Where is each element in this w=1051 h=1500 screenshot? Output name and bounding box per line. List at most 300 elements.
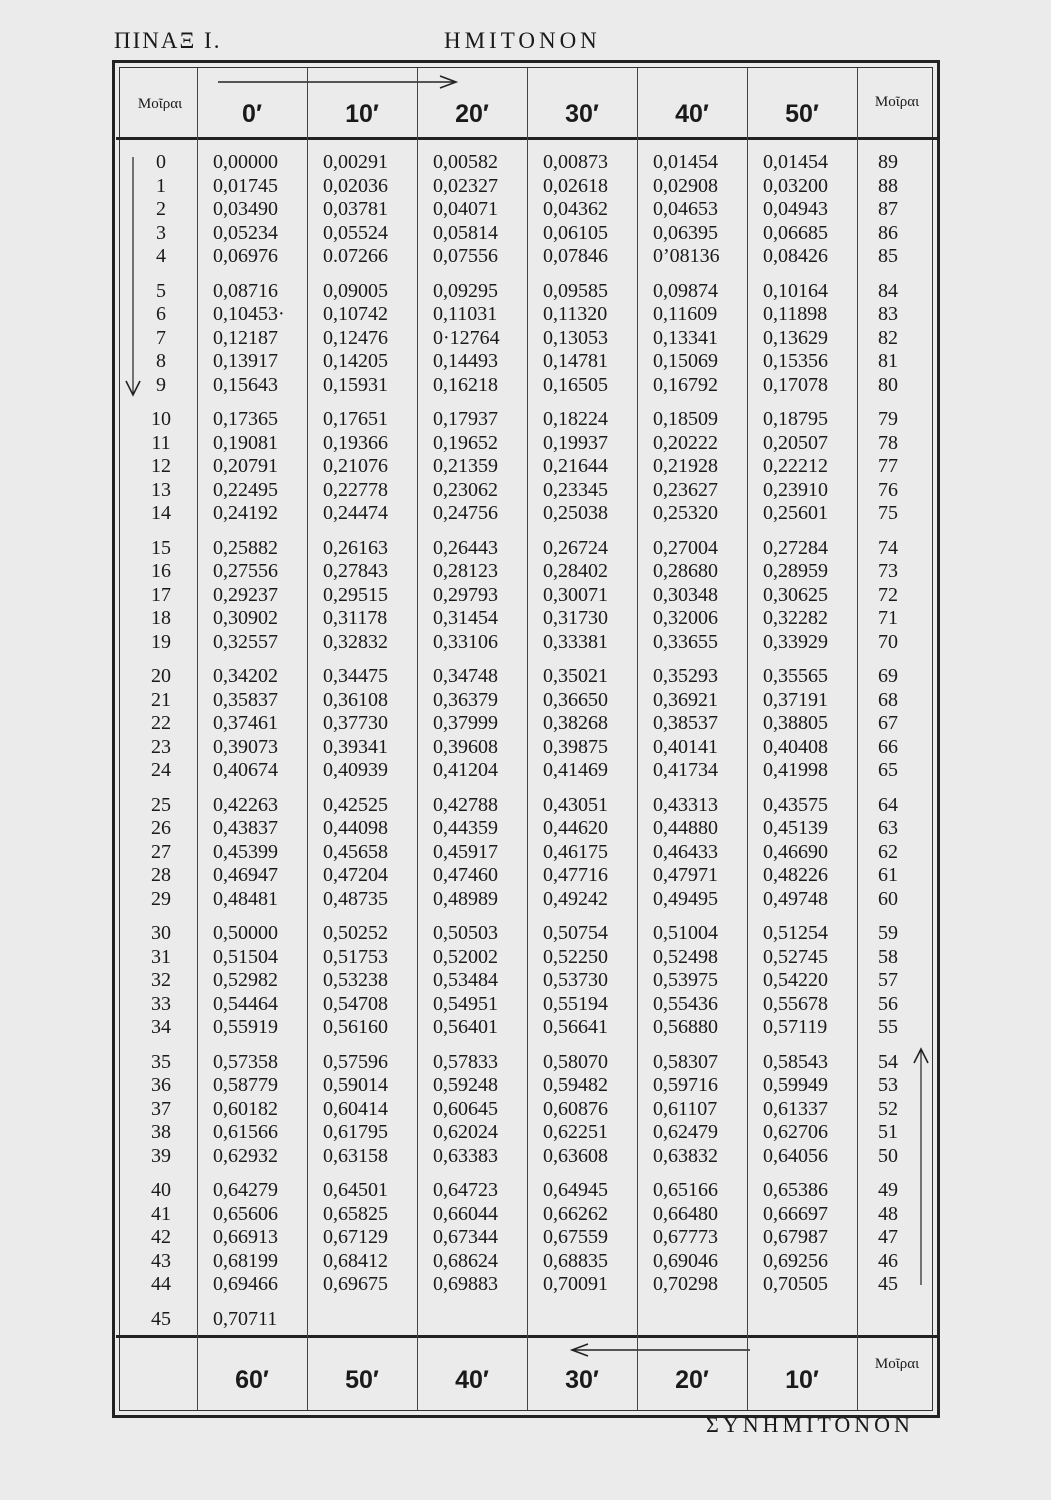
degree-right: 85 <box>878 245 898 267</box>
degree-left: 14 <box>151 502 171 524</box>
sine-value: 0,52498 <box>653 945 718 968</box>
degree-left: 39 <box>151 1144 171 1167</box>
sine-value: 0,33929 <box>763 630 828 653</box>
sine-value: 0,55436 <box>653 992 718 1015</box>
column-divider <box>637 68 638 1410</box>
degree-right: 63 <box>878 817 898 839</box>
sine-value: 0,43051 <box>543 793 608 816</box>
sine-value: 0,60182 <box>213 1097 278 1120</box>
degree-right: 78 <box>878 431 898 454</box>
degree-left: 35 <box>151 1050 171 1073</box>
sine-value: 0,35293 <box>653 665 718 687</box>
sine-value: 0,17365 <box>213 408 278 430</box>
degree-right: 70 <box>878 630 898 653</box>
sine-value: 0,24192 <box>213 502 278 524</box>
sine-value: 0,39073 <box>213 735 278 758</box>
sine-value: 0,51753 <box>323 945 388 968</box>
sine-value: 0,09295 <box>433 279 498 302</box>
sine-value: 0,41998 <box>763 759 828 781</box>
sine-value: 0,36650 <box>543 688 608 711</box>
sine-value: 0,53238 <box>323 969 388 991</box>
sine-value: 0,11898 <box>763 303 828 325</box>
sine-value: 0,55919 <box>213 1016 278 1038</box>
sine-value: 0,59716 <box>653 1074 718 1096</box>
degree-right: 62 <box>878 840 898 863</box>
sine-value: 0,13053 <box>543 326 608 349</box>
sine-value: 0,48481 <box>213 887 278 910</box>
sine-value: 0,34475 <box>323 665 388 687</box>
sine-value: 0,22778 <box>323 478 388 501</box>
degree-right: 47 <box>878 1226 898 1248</box>
degree-left: 16 <box>151 560 171 582</box>
top-minute-header: 50′ <box>785 100 819 128</box>
sine-value: 0’08136 <box>653 245 720 267</box>
bottom-minute-header: 60′ <box>235 1366 269 1394</box>
degree-left: 25 <box>151 793 171 816</box>
sine-value: 0,26163 <box>323 536 388 559</box>
sine-value: 0,00873 <box>543 151 608 173</box>
sine-value: 0,62479 <box>653 1121 718 1143</box>
sine-value: 0,70298 <box>653 1273 718 1295</box>
sine-value: 0,31454 <box>433 607 498 629</box>
degree-right: 49 <box>878 1179 898 1201</box>
footer-title: ΣΥΝΗΜΙΤΟΝΟΝ <box>706 1412 914 1437</box>
sine-value: 0,29793 <box>433 583 498 606</box>
sine-value: 0,00582 <box>433 151 498 173</box>
sine-value: 0,45658 <box>323 840 388 863</box>
sine-value: 0,04943 <box>763 198 828 220</box>
sine-value: 0,68835 <box>543 1249 608 1272</box>
degree-right: 48 <box>878 1202 898 1225</box>
sine-value: 0,18509 <box>653 408 718 430</box>
sine-value: 0,70505 <box>763 1273 828 1295</box>
degree-right: 74 <box>878 536 898 559</box>
sine-value: 0,22495 <box>213 478 278 501</box>
sine-value: 0,48226 <box>763 864 828 886</box>
degree-right: 71 <box>878 607 898 629</box>
sine-value: 0,04653 <box>653 198 718 220</box>
sine-value: 0,12187 <box>213 326 278 349</box>
sine-value: 0,55678 <box>763 992 828 1015</box>
sine-value: 0,04071 <box>433 198 498 220</box>
sine-value: 0,54464 <box>213 992 278 1015</box>
degree-right: 61 <box>878 864 898 886</box>
degree-left: 45 <box>151 1307 171 1330</box>
degree-right: 65 <box>878 759 898 781</box>
sine-value: 0,37461 <box>213 712 278 734</box>
table-label: ΠΙΝΑΞ Ι. <box>114 28 222 53</box>
bottom-minute-header: 20′ <box>675 1366 709 1394</box>
degree-left: 6 <box>156 303 166 325</box>
sine-value: 0,28959 <box>763 560 828 582</box>
sine-value: 0,45139 <box>763 817 828 839</box>
degree-right: 75 <box>878 502 898 524</box>
degree-right: 73 <box>878 560 898 582</box>
sine-value: 0,36921 <box>653 688 718 711</box>
degree-left: 43 <box>151 1249 171 1272</box>
sine-value: 0,19652 <box>433 431 498 454</box>
sine-value: 0,14493 <box>433 350 498 372</box>
degree-left: 34 <box>151 1016 171 1038</box>
sine-value: 0,18224 <box>543 408 608 430</box>
sine-value: 0,53730 <box>543 969 608 991</box>
degree-left: 2 <box>156 198 166 220</box>
sine-value: 0,29515 <box>323 583 388 606</box>
sine-value: 0,14205 <box>323 350 388 372</box>
degree-left: 15 <box>151 536 171 559</box>
sine-value: 0,66262 <box>543 1202 608 1225</box>
degree-left: 28 <box>151 864 171 886</box>
degree-right: 72 <box>878 583 898 606</box>
degrees-label-bottom: Μοῖραι <box>874 1356 920 1372</box>
degree-right: 53 <box>878 1074 898 1096</box>
degree-right: 84 <box>878 279 898 302</box>
sine-value: 0,21359 <box>433 455 498 477</box>
sine-value: 0,10742 <box>323 303 388 325</box>
sine-value: 0,60645 <box>433 1097 498 1120</box>
sine-value: 0,06395 <box>653 221 718 244</box>
sine-value: 0,32006 <box>653 607 718 629</box>
degree-left: 7 <box>156 326 166 349</box>
degrees-label-left: Μοῖραι <box>137 96 183 112</box>
sine-value: 0,43837 <box>213 817 278 839</box>
sine-value: 0,13629 <box>763 326 828 349</box>
degree-right: 56 <box>878 992 898 1015</box>
sine-value: 0,39608 <box>433 735 498 758</box>
degree-right: 77 <box>878 455 898 477</box>
top-minute-header: 40′ <box>675 100 709 128</box>
sine-value: 0,46690 <box>763 840 828 863</box>
sine-value: 0,03200 <box>763 174 828 197</box>
sine-value: 0,33381 <box>543 630 608 653</box>
sine-value: 0,13341 <box>653 326 718 349</box>
sine-value: 0,63158 <box>323 1144 388 1167</box>
degree-right: 89 <box>878 151 898 173</box>
sine-value: 0,47460 <box>433 864 498 886</box>
degree-right: 66 <box>878 735 898 758</box>
degree-right: 55 <box>878 1016 898 1038</box>
column-divider <box>857 68 858 1410</box>
sine-value: 0,49748 <box>763 887 828 910</box>
sine-value: 0,44880 <box>653 817 718 839</box>
sine-value: 0,25601 <box>763 502 828 524</box>
degree-left: 4 <box>156 245 166 267</box>
sine-value: 0,50754 <box>543 922 608 944</box>
sine-value: 0,12476 <box>323 326 388 349</box>
sine-value: 0,46175 <box>543 840 608 863</box>
sine-value: 0,03490 <box>213 198 278 220</box>
sine-value: 0,27004 <box>653 536 718 559</box>
degree-left: 12 <box>151 455 171 477</box>
sine-value: 0,30625 <box>763 583 828 606</box>
sine-value: 0,06976 <box>213 245 278 267</box>
sine-value: 0,23910 <box>763 478 828 501</box>
sine-value: 0,56401 <box>433 1016 498 1038</box>
degree-right: 79 <box>878 408 898 430</box>
sine-value: 0,16505 <box>543 373 608 396</box>
degree-left: 22 <box>151 712 171 734</box>
sine-value: 0,52982 <box>213 969 278 991</box>
degree-left: 36 <box>151 1074 171 1096</box>
sine-value: 0,62932 <box>213 1144 278 1167</box>
sine-value: 0,25320 <box>653 502 718 524</box>
sine-value: 0,37191 <box>763 688 828 711</box>
sine-value: 0,33655 <box>653 630 718 653</box>
sine-value: 0,62251 <box>543 1121 608 1143</box>
sine-value: 0,67129 <box>323 1226 388 1248</box>
sine-value: 0,27556 <box>213 560 278 582</box>
sine-value: 0,02327 <box>433 174 498 197</box>
sine-value: 0,63608 <box>543 1144 608 1167</box>
degree-right: 83 <box>878 303 898 325</box>
sine-value: 0,59482 <box>543 1074 608 1096</box>
degree-right: 68 <box>878 688 898 711</box>
sine-value: 0,48989 <box>433 887 498 910</box>
sine-value: 0,70711 <box>213 1307 278 1330</box>
degree-left: 13 <box>151 478 171 501</box>
column-divider <box>527 68 528 1410</box>
degree-left: 30 <box>151 922 171 944</box>
column-divider <box>417 68 418 1410</box>
sine-value: 0,43313 <box>653 793 718 816</box>
sine-value: 0,40141 <box>653 735 718 758</box>
sine-value: 0,40939 <box>323 759 388 781</box>
sine-value: 0,64056 <box>763 1144 828 1167</box>
sine-value: 0,45917 <box>433 840 498 863</box>
degree-right: 81 <box>878 350 898 372</box>
sine-value: 0,38805 <box>763 712 828 734</box>
sine-value: 0,35021 <box>543 665 608 687</box>
sine-value: 0,38268 <box>543 712 608 734</box>
sine-value: 0,51254 <box>763 922 828 944</box>
degree-right: 87 <box>878 198 898 220</box>
sine-value: 0,36379 <box>433 688 498 711</box>
column-divider <box>197 68 198 1410</box>
degree-left: 41 <box>151 1202 171 1225</box>
sine-value: 0,37730 <box>323 712 388 734</box>
sine-value: 0,69046 <box>653 1249 718 1272</box>
sine-value: 0,50000 <box>213 922 278 944</box>
degree-right: 88 <box>878 174 898 197</box>
sine-value: 0,42788 <box>433 793 498 816</box>
degree-left: 8 <box>156 350 166 372</box>
degree-right: 64 <box>878 793 898 816</box>
sine-value: 0,05814 <box>433 221 498 244</box>
sine-value: 0,50503 <box>433 922 498 944</box>
sine-value: 0,03781 <box>323 198 388 220</box>
sine-value: 0,40674 <box>213 759 278 781</box>
sine-value: 0,16792 <box>653 373 718 396</box>
degree-left: 42 <box>151 1226 171 1248</box>
sine-value: 0,35837 <box>213 688 278 711</box>
sine-value: 0,04362 <box>543 198 608 220</box>
sine-value: 0,70091 <box>543 1273 608 1295</box>
sine-value: 0,02618 <box>543 174 608 197</box>
sine-value: 0,17078 <box>763 373 828 396</box>
sine-value: 0,15356 <box>763 350 828 372</box>
sine-value: 0,20222 <box>653 431 718 454</box>
sine-value: 0,58307 <box>653 1050 718 1073</box>
sine-value: 0,38537 <box>653 712 718 734</box>
degree-left: 23 <box>151 735 171 758</box>
sine-value: 0,34202 <box>213 665 278 687</box>
degree-right: 45 <box>878 1273 898 1295</box>
sine-value: 0,07846 <box>543 245 608 267</box>
degree-right: 52 <box>878 1097 898 1120</box>
sine-value: 0,57358 <box>213 1050 278 1073</box>
sine-value: 0,69675 <box>323 1273 388 1295</box>
sine-value: 0,15069 <box>653 350 718 372</box>
sine-value: 0,32557 <box>213 630 278 653</box>
degree-left: 26 <box>151 817 171 839</box>
sine-value: 0,41469 <box>543 759 608 781</box>
sine-value: 0,66480 <box>653 1202 718 1225</box>
sine-value: 0,28123 <box>433 560 498 582</box>
sine-value: 0,44098 <box>323 817 388 839</box>
sine-value: 0,62706 <box>763 1121 828 1143</box>
degree-right: 58 <box>878 945 898 968</box>
degree-left: 0 <box>156 151 166 173</box>
bottom-minute-header: 30′ <box>565 1366 599 1394</box>
sine-value: 0,60414 <box>323 1097 388 1120</box>
degree-right: 59 <box>878 922 898 944</box>
degree-right: 46 <box>878 1249 898 1272</box>
sine-value: 0,19937 <box>543 431 608 454</box>
sine-value: 0,47971 <box>653 864 718 886</box>
sine-value: 0,39875 <box>543 735 608 758</box>
sine-value: 0,69466 <box>213 1273 278 1295</box>
up-arrow-icon <box>911 1045 931 1295</box>
sine-value: 0,67344 <box>433 1226 498 1248</box>
page-title: ΗΜΙΤΟΝΟΝ <box>444 28 601 53</box>
right-arrow-icon <box>200 72 470 92</box>
sine-value: 0,64945 <box>543 1179 608 1201</box>
sine-value: 0,25038 <box>543 502 608 524</box>
degree-left: 1 <box>156 174 166 197</box>
down-arrow-icon <box>123 155 143 405</box>
sine-value: 0,49242 <box>543 887 608 910</box>
degree-right: 50 <box>878 1144 898 1167</box>
degree-left: 5 <box>156 279 166 302</box>
sine-value: 0,45399 <box>213 840 278 863</box>
degree-right: 51 <box>878 1121 898 1143</box>
sine-value: 0,23345 <box>543 478 608 501</box>
sine-value: 0,52002 <box>433 945 498 968</box>
sine-value: 0,51004 <box>653 922 718 944</box>
sine-value: 0,11031 <box>433 303 498 325</box>
top-minute-header: 10′ <box>345 100 379 128</box>
sine-value: 0,05524 <box>323 221 388 244</box>
top-minute-header: 0′ <box>242 100 262 128</box>
sine-value: 0,68199 <box>213 1249 278 1272</box>
sine-value: 0,63383 <box>433 1144 498 1167</box>
sine-value: 0,67987 <box>763 1226 828 1248</box>
sine-value: 0,19366 <box>323 431 388 454</box>
sine-value: 0,02908 <box>653 174 718 197</box>
sine-value: 0,15931 <box>323 373 388 396</box>
sine-value: 0,09585 <box>543 279 608 302</box>
sine-value: 0,28402 <box>543 560 608 582</box>
sine-value: 0,29237 <box>213 583 278 606</box>
sine-value: 0,07556 <box>433 245 498 267</box>
sine-value: 0,24474 <box>323 502 388 524</box>
sine-value: 0,30348 <box>653 583 718 606</box>
sine-value: 0,11320 <box>543 303 608 325</box>
sine-value: 0,21644 <box>543 455 608 477</box>
sine-value: 0,20507 <box>763 431 828 454</box>
degree-left: 17 <box>151 583 171 606</box>
sine-value: 0,44359 <box>433 817 498 839</box>
sine-value: 0,64723 <box>433 1179 498 1201</box>
sine-value: 0,59248 <box>433 1074 498 1096</box>
sine-value: 0,16218 <box>433 373 498 396</box>
sine-value: 0.07266 <box>323 245 388 267</box>
sine-value: 0,52250 <box>543 945 608 968</box>
sine-value: 0,57119 <box>763 1016 828 1038</box>
sine-value: 0,27284 <box>763 536 828 559</box>
sine-value: 0,21928 <box>653 455 718 477</box>
sine-value: 0,61107 <box>653 1097 718 1120</box>
degree-left: 10 <box>151 408 171 430</box>
sine-value: 0,05234 <box>213 221 278 244</box>
sine-value: 0,35565 <box>763 665 828 687</box>
sine-value: 0,30902 <box>213 607 278 629</box>
sine-value: 0,62024 <box>433 1121 498 1143</box>
sine-value: 0,52745 <box>763 945 828 968</box>
sine-value: 0,41204 <box>433 759 498 781</box>
sine-value: 0,56880 <box>653 1016 718 1038</box>
sine-value: 0,08716 <box>213 279 278 302</box>
sine-value: 0,33106 <box>433 630 498 653</box>
bottom-minute-header: 50′ <box>345 1366 379 1394</box>
sine-value: 0,61795 <box>323 1121 388 1143</box>
sine-value: 0,51504 <box>213 945 278 968</box>
sine-value: 0,50252 <box>323 922 388 944</box>
top-minute-header: 20′ <box>455 100 489 128</box>
sine-value: 0,37999 <box>433 712 498 734</box>
sine-value: 0,53484 <box>433 969 498 991</box>
degree-left: 11 <box>151 431 171 454</box>
sine-value: 0,42525 <box>323 793 388 816</box>
sine-value: 0,36108 <box>323 688 388 711</box>
sine-value: 0,10453· <box>213 303 285 325</box>
degree-left: 21 <box>151 688 171 711</box>
sine-value: 0,23062 <box>433 478 498 501</box>
sine-value: 0,30071 <box>543 583 608 606</box>
degree-left: 18 <box>151 607 171 629</box>
sine-value: 0,41734 <box>653 759 718 781</box>
degree-right: 60 <box>878 887 898 910</box>
degree-left: 20 <box>151 665 171 687</box>
sine-value: 0,58779 <box>213 1074 278 1096</box>
sine-value: 0,69883 <box>433 1273 498 1295</box>
sine-value: 0,17651 <box>323 408 388 430</box>
sine-value: 0,17937 <box>433 408 498 430</box>
degree-left: 33 <box>151 992 171 1015</box>
degree-left: 40 <box>151 1179 171 1201</box>
degree-left: 31 <box>151 945 171 968</box>
degrees-label-right: Μοῖραι <box>874 94 920 110</box>
sine-value: 0,46947 <box>213 864 278 886</box>
bottom-minute-header: 40′ <box>455 1366 489 1394</box>
sine-value: 0,49495 <box>653 887 718 910</box>
degree-left: 38 <box>151 1121 171 1143</box>
sine-value: 0,44620 <box>543 817 608 839</box>
sine-value: 0,68624 <box>433 1249 498 1272</box>
sine-value: 0,01454 <box>763 151 828 173</box>
column-divider <box>307 68 308 1410</box>
sine-value: 0,11609 <box>653 303 718 325</box>
